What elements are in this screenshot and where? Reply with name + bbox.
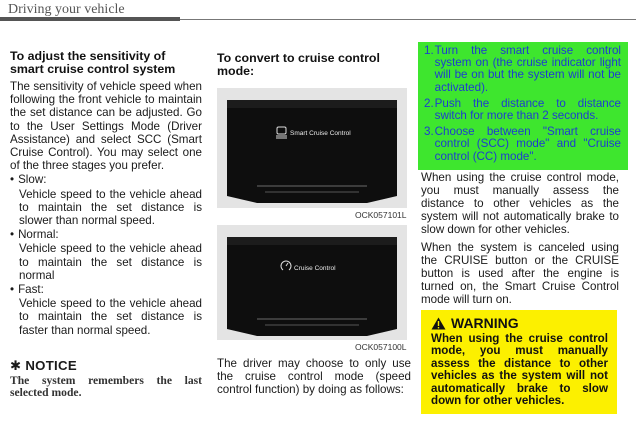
cluster-display-text: Cruise Control bbox=[294, 265, 336, 272]
steps-list bbox=[424, 45, 621, 163]
warning-header bbox=[431, 315, 519, 331]
warning-box bbox=[421, 310, 617, 414]
step-item bbox=[424, 126, 621, 163]
cancel-para: When the system is canceled using the CRUISE button or the CRUISE button is used after the engine is turned on, the Smart Cruise Control mode will turn on. bbox=[421, 241, 619, 306]
step-text: Choose between "Smart cruise control (SCC) mode" and "Cruise control (CC) mode". bbox=[434, 125, 621, 163]
stage-item-fast bbox=[10, 283, 202, 337]
cluster-figure-smart-cruise bbox=[217, 88, 407, 208]
header-rule-thin bbox=[180, 19, 636, 20]
stage-label: • Fast: bbox=[10, 283, 202, 296]
stage-item-slow bbox=[10, 173, 202, 227]
warning-text: When using the cruise control mode, you must manually assess the distance to other vehicles as the system will not automatically brake to slow down for other vehicles. bbox=[431, 332, 608, 408]
stage-label: • Normal: bbox=[10, 228, 202, 241]
stage-text: Vehicle speed to the vehicle ahead to maintain the set distance is normal bbox=[19, 242, 202, 282]
cruise-mode-para: When using the cruise control mode, you must manually assess the distance to other vehicles as the system will not automatically brake to slow down for other vehicles. bbox=[421, 171, 619, 236]
warning-title: WARNING bbox=[451, 315, 519, 331]
stage-text: Vehicle speed to the vehicle ahead to maintain the set distance is slower than normal speed. bbox=[19, 187, 202, 228]
step-item bbox=[424, 98, 621, 122]
figure-code: OCK057101L bbox=[355, 210, 407, 220]
middle-column bbox=[217, 52, 409, 82]
cluster-display-text: Smart Cruise Control bbox=[290, 130, 351, 137]
sensitivity-heading: To adjust the sensitivity of smart cruise control system bbox=[10, 49, 176, 76]
stage-text: Vehicle speed to the vehicle ahead to maintain the set distance is faster than normal speed. bbox=[19, 297, 202, 337]
cluster-figure-cruise bbox=[217, 225, 407, 340]
step-number: 3. bbox=[424, 125, 434, 139]
left-column bbox=[10, 50, 202, 399]
section-title: Driving your vehicle bbox=[8, 2, 125, 17]
sensitivity-intro: The sensitivity of vehicle speed when following the front vehicle to maintain the set distance can be adjusted. Go to the User Settings Mode (Driver Assistance) and select SCC (Smart Cruise Control). You may select one of the three stages you prefer. bbox=[10, 80, 202, 173]
figure-code: OCK057100L bbox=[355, 342, 407, 352]
warning-triangle-icon bbox=[431, 317, 446, 330]
right-body bbox=[421, 171, 619, 306]
convert-heading: To convert to cruise control mode: bbox=[217, 51, 380, 78]
step-number: 1. bbox=[424, 44, 434, 57]
notice-text: The system remembers the last selected mode. bbox=[10, 374, 202, 400]
header-rule-thick bbox=[0, 17, 180, 21]
convert-body: The driver may choose to only use the cruise control mode (speed control function) by doing as follows: bbox=[217, 357, 411, 397]
step-text: Turn the smart cruise control system on (the cruise indicator light will be on but the system will not be activated). bbox=[434, 44, 621, 94]
step-text: Push the distance to distance switch for more than 2 seconds. bbox=[434, 96, 621, 123]
step-number: 2. bbox=[424, 96, 434, 110]
notice-title: ✱ NOTICE bbox=[10, 357, 77, 373]
stage-item-normal bbox=[10, 228, 202, 282]
middle-body bbox=[217, 357, 411, 397]
page-header bbox=[0, 0, 640, 24]
step-item bbox=[424, 45, 621, 94]
stage-label: • Slow: bbox=[10, 173, 202, 186]
